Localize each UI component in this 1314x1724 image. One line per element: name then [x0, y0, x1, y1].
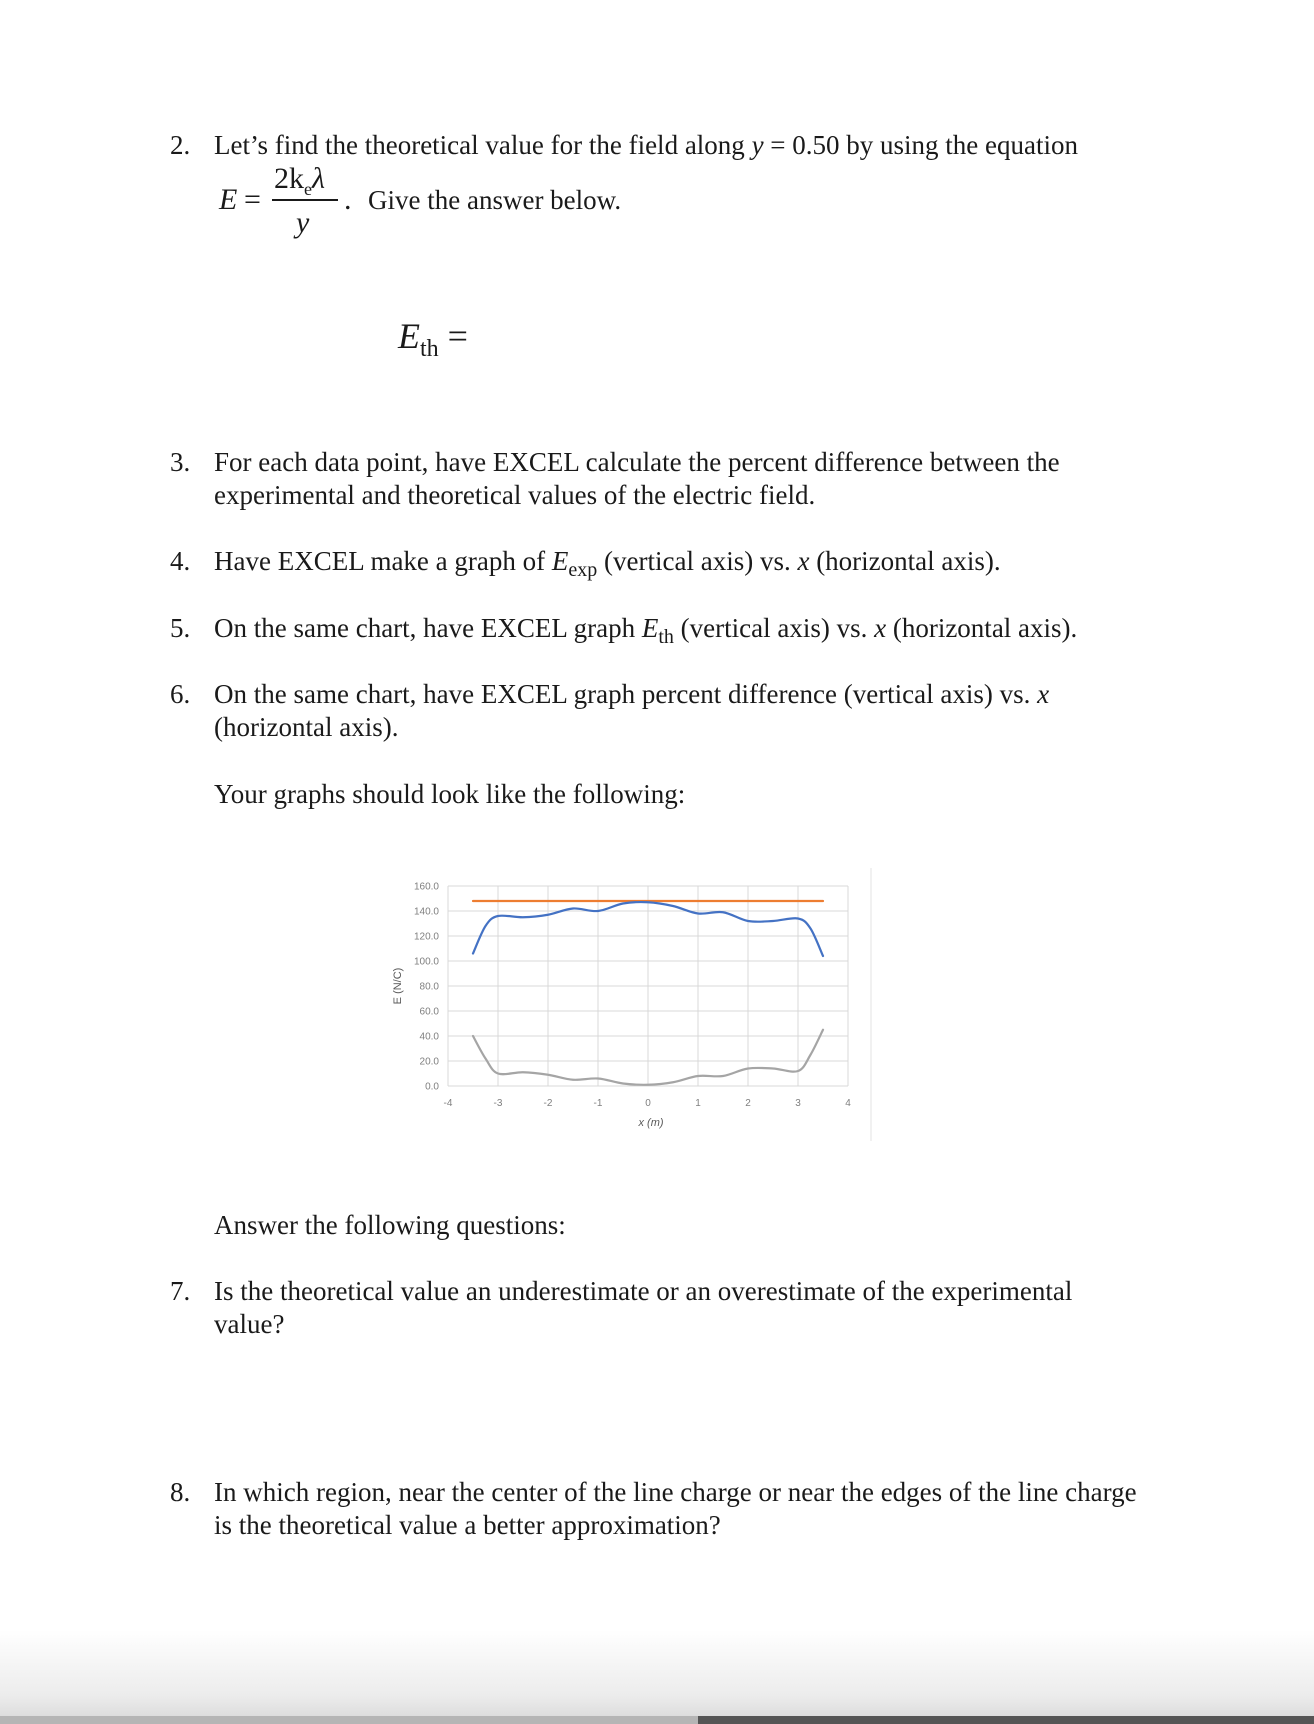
chart-x-tick-label: 0: [645, 1098, 651, 1109]
formula-fraction-bar: [272, 199, 338, 201]
answer-eth: [398, 316, 468, 369]
q2-var-y: y: [751, 130, 764, 160]
formula-numerator-2k: 2k: [274, 162, 304, 195]
chart-x-tick-label: 4: [845, 1098, 851, 1109]
q5-text-b: (vertical axis) vs.: [673, 613, 875, 643]
q3-number: 3.: [170, 447, 191, 477]
q5-number: 5.: [170, 613, 191, 643]
chart-x-tick-label: -2: [543, 1098, 553, 1109]
chart-x-tick-label: 1: [695, 1098, 701, 1109]
q7-line1: Is the theoretical value an underestimate or an overestimate of the experimental: [214, 1276, 1073, 1306]
chart-y-tick-label: 120.0: [413, 931, 439, 943]
q4-var-x: x: [797, 546, 810, 576]
chart-y-tick-label: 100.0: [413, 956, 439, 968]
q6-number: 6.: [170, 679, 191, 709]
q6-line1: [214, 678, 1049, 711]
q3-line2: experimental and theoretical values of the electric field.: [214, 480, 816, 510]
q6-line1-text: On the same chart, have EXCEL graph percent difference (vertical axis) vs.: [214, 679, 1038, 709]
graphs-note: Your graphs should look like the following:: [214, 779, 686, 809]
formula-denominator: y: [296, 206, 310, 239]
formula-numerator-sub: e: [304, 179, 312, 199]
e-field-chart: [380, 866, 880, 1141]
q2-instruction: Give the answer below.: [368, 185, 622, 215]
q7-line2: value?: [214, 1309, 285, 1339]
q8-line2: is the theoretical value a better approximation?: [214, 1510, 721, 1540]
q4-sub: exp: [568, 559, 598, 581]
chart-tick-labels: [414, 882, 851, 1110]
q4-var-e: E: [551, 546, 569, 576]
viewer-bottom-shadow: [0, 1630, 1314, 1724]
chart-y-tick-label: 20.0: [419, 1056, 439, 1068]
q7-number: 7.: [170, 1276, 191, 1306]
q4-text-c: (horizontal axis).: [809, 546, 1001, 576]
q2-text-after: = 0.50 by using the equation: [763, 130, 1078, 160]
chart-y-tick-label: 60.0: [419, 1006, 439, 1018]
chart-y-tick-label: 140.0: [413, 906, 439, 918]
q4-text-b: (vertical axis) vs.: [597, 546, 798, 576]
q5-text: [214, 612, 1077, 654]
q5-var-e: E: [641, 613, 659, 643]
chart-y-tick-label: 160.0: [413, 881, 439, 893]
answer-eth-sub: th: [420, 336, 439, 362]
q3-line1: For each data point, have EXCEL calculate the percent difference between the: [214, 447, 1060, 477]
answer-eth-label: E: [398, 316, 420, 356]
q5-var-x: x: [874, 613, 887, 643]
q4-number: 4.: [170, 546, 191, 576]
answer-heading: Answer the following questions:: [214, 1210, 566, 1240]
chart-y-tick-label: 40.0: [419, 1031, 439, 1043]
q8-number: 8.: [170, 1477, 191, 1507]
q2-text-before: Let’s find the theoretical value for the field along: [214, 130, 752, 160]
chart-x-tick-label: 3: [795, 1098, 801, 1109]
chart-y-tick-label: 80.0: [419, 981, 439, 993]
formula-lhs: E: [219, 183, 238, 216]
chart-x-axis-title: x (m): [638, 1117, 664, 1129]
chart-x-tick-label: -1: [593, 1098, 603, 1109]
chart-x-tick-label: 2: [745, 1098, 751, 1109]
horizontal-scrollbar-thumb[interactable]: [698, 1716, 1314, 1724]
q6-var-x: x: [1037, 679, 1050, 709]
q5-sub: th: [658, 626, 674, 648]
formula-trailing-period: .: [344, 183, 352, 216]
q4-text-a: Have EXCEL make a graph of: [214, 546, 552, 576]
chart-y-tick-label: 0.0: [425, 1081, 439, 1093]
q4-text: [214, 545, 1001, 587]
q5-text-c: (horizontal axis).: [886, 613, 1078, 643]
q2-number: 2.: [170, 130, 191, 160]
formula-equals: =: [244, 183, 261, 216]
chart-x-tick-label: -3: [493, 1098, 503, 1109]
answer-eth-equals: =: [438, 316, 468, 356]
q5-text-a: On the same chart, have EXCEL graph: [214, 613, 642, 643]
formula-lambda: λ: [312, 162, 325, 195]
q2-text: [214, 129, 1078, 162]
chart-y-axis-title: E (N/C): [392, 967, 404, 1005]
chart-x-tick-label: -4: [443, 1098, 453, 1109]
q8-line1: In which region, near the center of the line charge or near the edges of the line charge: [214, 1477, 1137, 1507]
q6-line2: (horizontal axis).: [214, 712, 399, 742]
